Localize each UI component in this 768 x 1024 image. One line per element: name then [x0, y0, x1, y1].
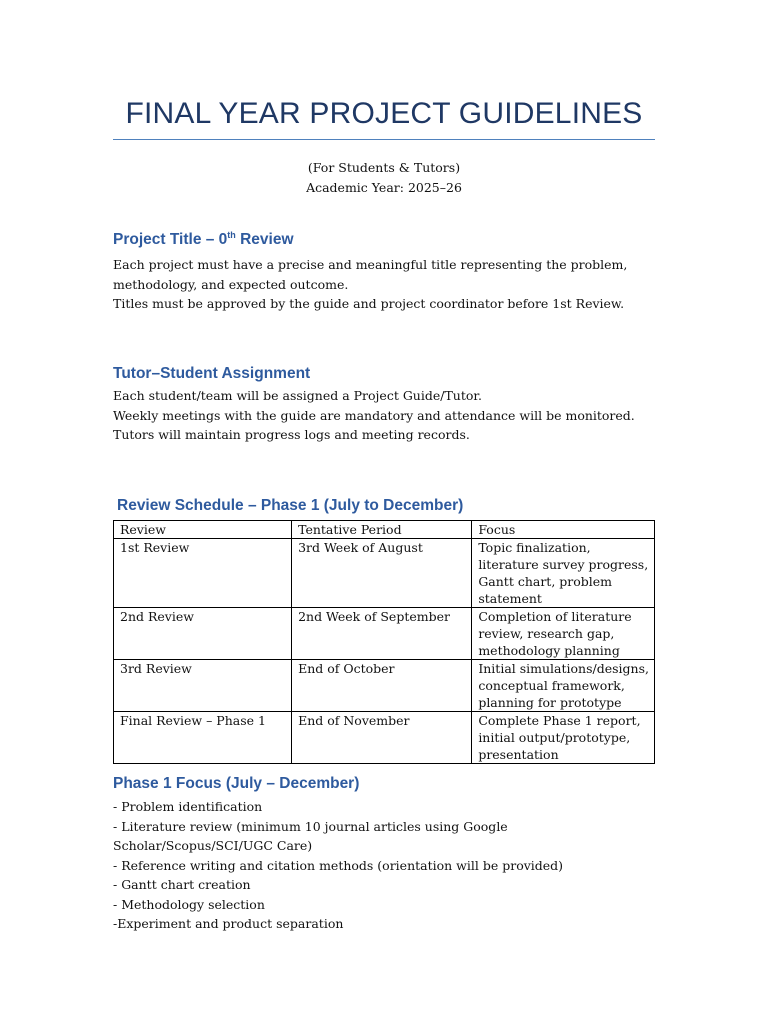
table-row: [114, 712, 655, 764]
assignment-heading: Tutor–Student Assignment: [113, 365, 311, 382]
project-title-heading-text: Project Title – 0: [113, 231, 228, 248]
table-row: [114, 660, 655, 712]
table-cell-focus: Topic finalization, literature survey progress, Gantt chart, problem statement: [472, 539, 655, 608]
table-cell-review: 2nd Review: [114, 608, 292, 660]
phase1-focus-list: [113, 797, 643, 934]
document-audience: (For Students & Tutors): [307, 160, 461, 175]
table-cell-review: 3rd Review: [114, 660, 292, 712]
table-cell-period: 3rd Week of August: [292, 539, 472, 608]
paragraph-line: Each project must have a precise and meaningful title representing the problem, methodology, and expected outcome.: [113, 257, 628, 292]
paragraph-line: Tutors will maintain progress logs and meeting records.: [113, 427, 470, 442]
table-cell-period: End of November: [292, 712, 472, 764]
table-cell-review: Final Review – Phase 1: [114, 712, 292, 764]
table-row: [114, 608, 655, 660]
table-cell-period: End of October: [292, 660, 472, 712]
schedule-heading: Review Schedule – Phase 1 (July to December): [117, 497, 464, 514]
column-header-review: Review: [114, 521, 292, 539]
list-item: - Reference writing and citation methods (orientation will be provided): [113, 857, 564, 873]
project-title-body: [113, 255, 633, 314]
table-cell-focus: Completion of literature review, research gap, methodology planning: [472, 608, 655, 660]
table-cell-period: 2nd Week of September: [292, 608, 472, 660]
table-row: [114, 539, 655, 608]
title-divider: [113, 139, 655, 140]
project-title-heading-suffix: Review: [235, 231, 294, 248]
table-header-row: [114, 521, 655, 539]
review-schedule-table: [113, 520, 655, 764]
column-header-focus: Focus: [472, 521, 655, 539]
project-title-heading-superscript: th: [227, 229, 236, 240]
table-cell-focus: Complete Phase 1 report, initial output/prototype, presentation: [472, 712, 655, 764]
paragraph-line: Weekly meetings with the guide are mandatory and attendance will be monitored.: [113, 407, 635, 423]
paragraph-line: Titles must be approved by the guide and project coordinator before 1st Review.: [113, 296, 625, 311]
list-item: - Literature review (minimum 10 journal articles using Google Scholar/Scopus/SCI/UGC Care): [113, 818, 508, 853]
table-cell-review: 1st Review: [114, 539, 292, 608]
phase1-focus-heading: Phase 1 Focus (July – December): [113, 775, 360, 792]
table-cell-focus: Initial simulations/designs, conceptual framework, planning for prototype: [472, 660, 655, 712]
project-title-heading: [113, 230, 294, 250]
paragraph-line: Each student/team will be assigned a Project Guide/Tutor.: [113, 388, 482, 403]
assignment-body: [113, 386, 655, 445]
list-item: - Methodology selection: [113, 896, 265, 912]
document-title: FINAL YEAR PROJECT GUIDELINES: [125, 97, 643, 130]
column-header-period: Tentative Period: [292, 521, 472, 539]
list-item: - Problem identification: [113, 799, 263, 814]
list-item: -Experiment and product separation: [113, 916, 344, 931]
academic-year: Academic Year: 2025–26: [306, 180, 462, 195]
list-item: - Gantt chart creation: [113, 877, 251, 892]
